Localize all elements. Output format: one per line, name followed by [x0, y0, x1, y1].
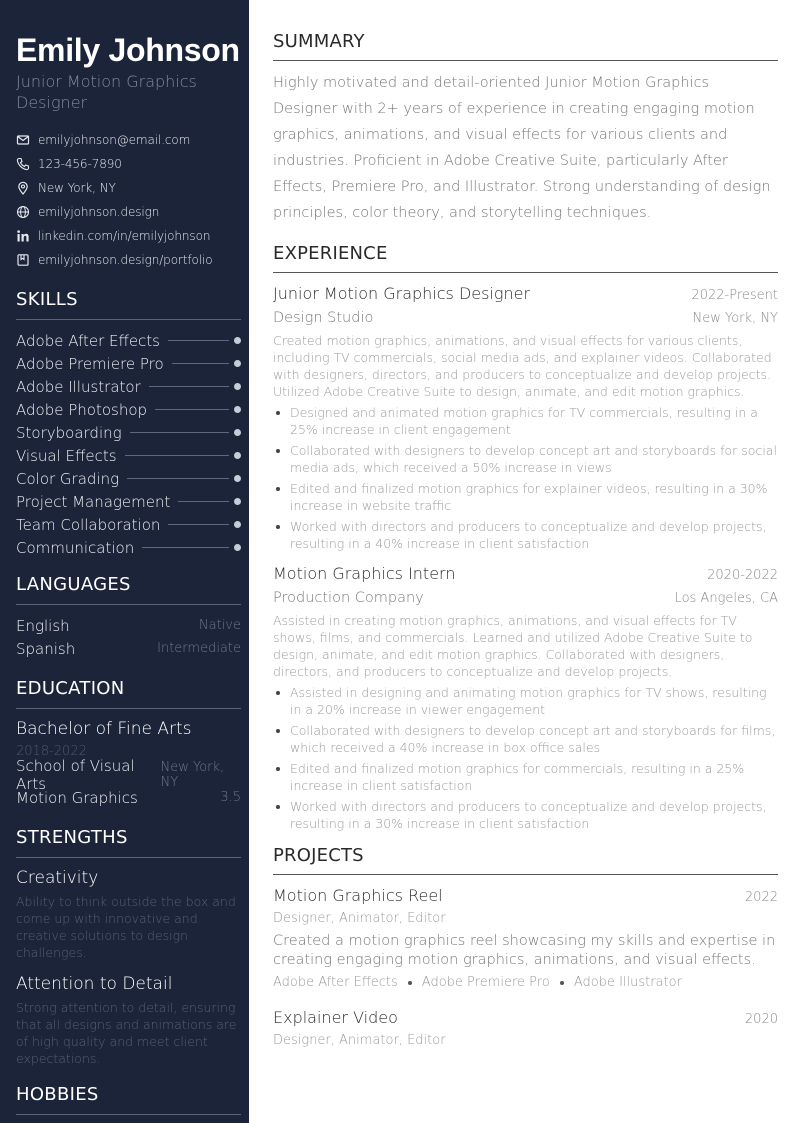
job-bullets — [273, 684, 778, 832]
education-gpa: 3.5 — [220, 790, 241, 805]
projects-heading: PROJECTS — [273, 844, 778, 875]
skill-item — [16, 398, 241, 421]
contact-email[interactable] — [16, 128, 241, 152]
strength-item — [16, 973, 241, 1067]
summary-heading: SUMMARY — [273, 30, 778, 61]
project-tools — [273, 972, 778, 994]
job-bullets — [273, 404, 778, 552]
skill-level-dot — [234, 475, 241, 482]
skill-label: Adobe After Effects — [16, 331, 160, 350]
project-role: Designer, Animator, Editor — [273, 911, 446, 926]
candidate-name: Emily Johnson — [16, 32, 240, 68]
job-description: Created motion graphics, animations, and visual effects for various clients, including TV commercials, social media ads, and explainer videos. Collaborated with designers, directors, and producers to conceptualize and develop projects. Utilized Adobe Creative Suite to design, animate, and edit motion graphics. — [273, 333, 772, 399]
job-bullet: Edited and finalized motion graphics for commercials, resulting in a 25% increase in client satisfaction — [273, 760, 778, 794]
portfolio-icon — [16, 253, 30, 267]
skill-label: Storyboarding — [16, 423, 122, 442]
map-pin-icon — [16, 181, 30, 195]
project-entry — [273, 884, 778, 994]
skill-leader-line — [149, 386, 229, 387]
job-bullet: Collaborated with designers to develop concept art and storyboards for social media ads, which received a 50% increase in views — [273, 442, 778, 476]
project-header — [273, 884, 778, 908]
globe-icon — [16, 205, 30, 219]
skill-label: Project Management — [16, 492, 171, 511]
envelope-icon — [16, 133, 30, 147]
skill-label: Visual Effects — [16, 446, 117, 465]
project-tool: Adobe Premiere Pro — [421, 975, 550, 990]
contact-linkedin-text: linkedin.com/in/emilyjohnson — [38, 229, 211, 243]
bullet-separator — [408, 981, 412, 985]
linkedin-icon — [16, 229, 30, 243]
education-school-row — [16, 756, 241, 793]
education-location: New York, NY — [160, 759, 225, 790]
skill-label: Color Grading — [16, 469, 120, 488]
projects-section — [273, 844, 778, 1052]
skill-level-dot — [234, 429, 241, 436]
strength-title: Creativity — [16, 868, 99, 888]
project-title: Explainer Video — [273, 1008, 398, 1027]
strength-desc: Ability to think outside the box and come up with innovative and creative solutions to design challenges. — [16, 894, 236, 960]
contact-list — [16, 128, 241, 272]
job-header — [273, 562, 778, 586]
skill-item — [16, 467, 241, 490]
job-company: Production Company — [273, 590, 424, 606]
skill-item — [16, 421, 241, 444]
job-company-row — [273, 306, 778, 331]
skill-item — [16, 536, 241, 559]
phone-icon — [16, 157, 30, 171]
job-title: Junior Motion Graphics Designer — [273, 284, 531, 303]
contact-website[interactable] — [16, 200, 241, 224]
project-date: 2020 — [744, 1012, 778, 1027]
strengths-section — [16, 827, 241, 1067]
sidebar — [0, 0, 249, 1123]
bullet-separator — [560, 981, 564, 985]
hobbies-section — [16, 1084, 241, 1115]
contact-email-text: emilyjohnson@email.com — [38, 133, 191, 147]
project-description: Created a motion graphics reel showcasing my skills and expertise in creating engaging motion graphics, animations, and visual effects. — [273, 933, 776, 968]
job-title: Motion Graphics Intern — [273, 564, 456, 583]
education-dates: 2018-2022 — [16, 744, 87, 759]
skills-heading: SKILLS — [16, 289, 241, 320]
skill-label: Communication — [16, 538, 135, 557]
education-section — [16, 678, 241, 809]
job-entry — [273, 282, 778, 552]
strength-item — [16, 867, 241, 961]
languages-heading: LANGUAGES — [16, 574, 241, 605]
summary-text: Highly motivated and detail-oriented Junior Motion Graphics Designer with 2+ years of experience in creating engaging motion graphics, animations, and visual effects for various clients and industries. Proficient in Adobe Creative Suite, particularly After Effects, Premiere Pro, and Illustrator. Strong understanding of design principles, color theory, and storytelling techniques. — [273, 75, 771, 221]
skill-label: Team Collaboration — [16, 515, 161, 534]
skills-list — [16, 329, 241, 559]
job-location: Los Angeles, CA — [674, 591, 778, 606]
skill-item — [16, 490, 241, 513]
skill-leader-line — [172, 363, 229, 364]
experience-section — [273, 242, 778, 832]
skill-label: Adobe Photoshop — [16, 400, 148, 419]
skill-leader-line — [125, 455, 229, 456]
project-tool: Adobe Illustrator — [573, 975, 682, 990]
education-school: School of Visual Arts — [16, 756, 135, 793]
candidate-role: Junior Motion Graphics Designer — [16, 72, 197, 112]
job-entry — [273, 562, 778, 832]
hobbies-heading: HOBBIES — [16, 1084, 241, 1115]
education-heading: EDUCATION — [16, 678, 241, 709]
skill-level-dot — [234, 452, 241, 459]
skill-level-dot — [234, 498, 241, 505]
skill-label: Adobe Illustrator — [16, 377, 141, 396]
project-title: Motion Graphics Reel — [273, 886, 443, 905]
skill-level-dot — [234, 406, 241, 413]
contact-phone-text: 123-456-7890 — [38, 157, 122, 171]
language-name: English — [16, 616, 70, 635]
job-company-row — [273, 586, 778, 611]
skills-section — [16, 289, 241, 559]
education-degree: Bachelor of Fine Arts — [16, 719, 192, 739]
contact-location — [16, 176, 241, 200]
skill-leader-line — [142, 547, 229, 548]
strength-title: Attention to Detail — [16, 974, 173, 994]
job-bullet: Designed and animated motion graphics for TV commercials, resulting in a 25% increase in client engagement — [273, 404, 778, 438]
skill-level-dot — [234, 383, 241, 390]
strength-desc: Strong attention to detail, ensuring that all designs and animations are of high quality and meet client expectations. — [16, 1000, 237, 1066]
job-dates: 2022-Present — [691, 288, 778, 303]
languages-section — [16, 574, 241, 660]
skill-item — [16, 329, 241, 352]
skill-leader-line — [130, 432, 229, 433]
summary-section — [273, 30, 778, 226]
project-role: Designer, Animator, Editor — [273, 1033, 446, 1048]
skill-item — [16, 444, 241, 467]
contact-portfolio-text: emilyjohnson.design/portfolio — [38, 253, 213, 267]
job-bullet: Worked with directors and producers to conceptualize and develop projects, resulting in a 40% increase in client satisfaction — [273, 518, 778, 552]
job-bullet: Collaborated with designers to develop concept art and storyboards for films, which received a 40% increase in box office sales — [273, 722, 778, 756]
skill-label: Adobe Premiere Pro — [16, 354, 164, 373]
job-location: New York, NY — [692, 311, 778, 326]
skill-level-dot — [234, 521, 241, 528]
project-header — [273, 1006, 778, 1030]
language-item — [16, 614, 241, 637]
job-company: Design Studio — [273, 310, 374, 326]
contact-linkedin[interactable] — [16, 224, 241, 248]
job-bullet: Edited and finalized motion graphics for explainer videos, resulting in a 30% increase in website traffic — [273, 480, 778, 514]
contact-portfolio[interactable] — [16, 248, 241, 272]
language-level: Intermediate — [157, 641, 241, 656]
experience-heading: EXPERIENCE — [273, 242, 778, 273]
skill-level-dot — [234, 544, 241, 551]
job-bullet: Assisted in designing and animating motion graphics for TV shows, resulting in a 20% increase in viewer engagement — [273, 684, 778, 718]
skill-leader-line — [127, 478, 229, 479]
skill-leader-line — [178, 501, 229, 502]
skill-level-dot — [234, 337, 241, 344]
skill-leader-line — [168, 524, 229, 525]
language-name: Spanish — [16, 639, 76, 658]
skill-level-dot — [234, 360, 241, 367]
skill-leader-line — [168, 340, 229, 341]
main-content — [273, 30, 778, 1052]
skill-leader-line — [155, 409, 229, 410]
job-description: Assisted in creating motion graphics, animations, and visual effects for TV shows, films, and commercials. Learned and utilized Adobe Creative Suite to design, animate, and edit motion graphics. Collaborated with designers, directors, and producers to conceptualize and develop projects. — [273, 613, 753, 679]
education-field: Motion Graphics — [16, 788, 138, 807]
skill-item — [16, 513, 241, 536]
project-entry — [273, 1006, 778, 1052]
language-level: Native — [198, 618, 241, 633]
language-item — [16, 637, 241, 660]
project-date: 2022 — [744, 890, 778, 905]
contact-phone[interactable] — [16, 152, 241, 176]
job-dates: 2020-2022 — [707, 568, 778, 583]
contact-location-text: New York, NY — [38, 181, 116, 195]
skill-item — [16, 352, 241, 375]
project-tool: Adobe After Effects — [273, 975, 398, 990]
skill-item — [16, 375, 241, 398]
job-header — [273, 282, 778, 306]
strengths-heading: STRENGTHS — [16, 827, 241, 858]
contact-website-text: emilyjohnson.design — [38, 205, 160, 219]
job-bullet: Worked with directors and producers to conceptualize and develop projects, resulting in a 30% increase in client satisfaction — [273, 798, 778, 832]
